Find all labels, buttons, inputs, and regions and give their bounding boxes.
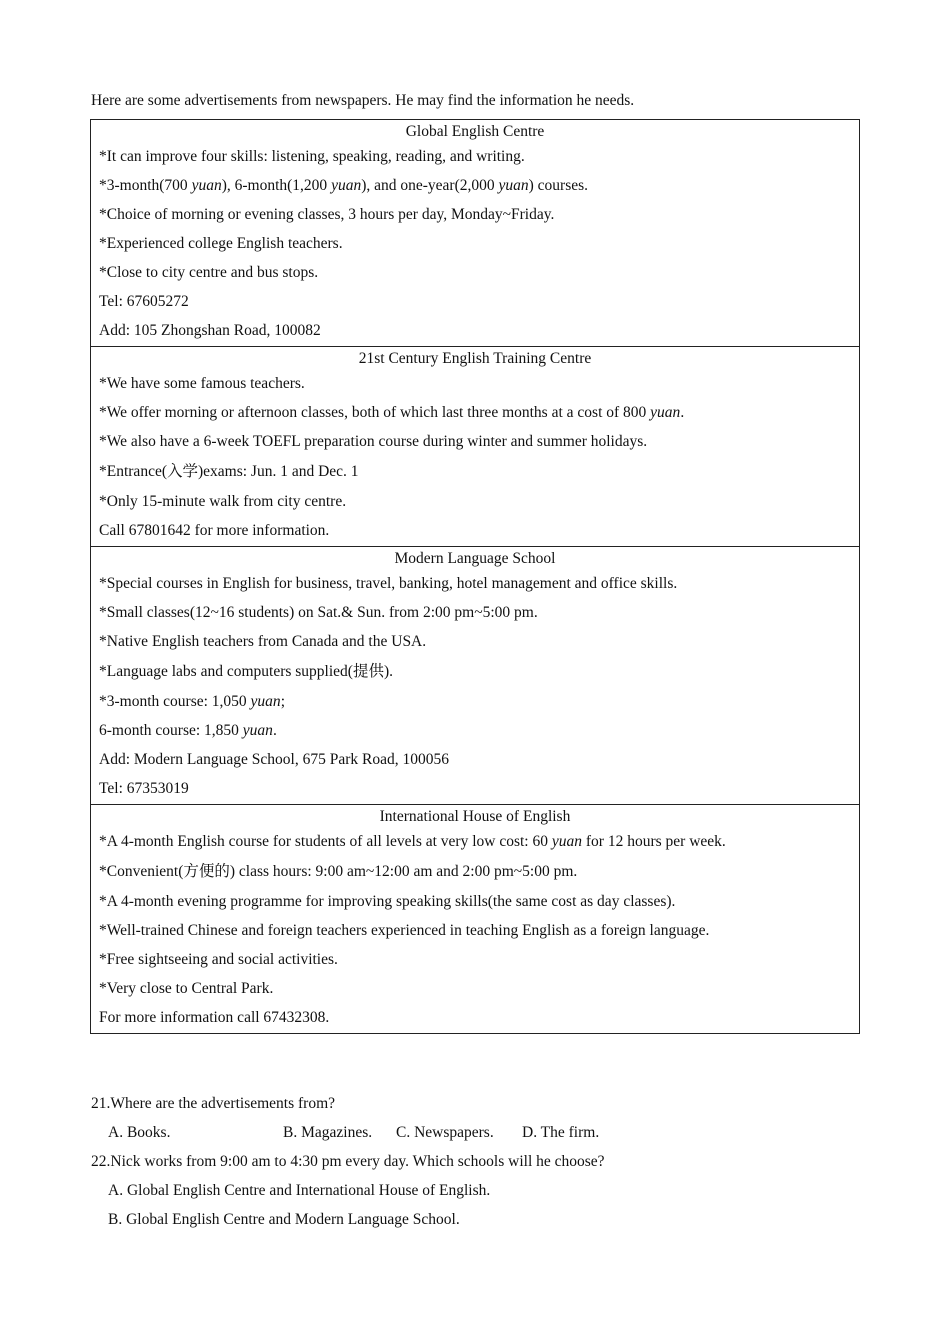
question-number: 22. <box>91 1153 111 1170</box>
ad-line: *We also have a 6-week TOEFL preparation course during winter and summer holidays. <box>99 433 648 450</box>
questions-section <box>91 1092 605 1237</box>
question-21 <box>91 1092 605 1121</box>
ad-line: *Only 15-minute walk from city centre. <box>99 493 347 510</box>
ad-line: *Choice of morning or evening classes, 3 hours per day, Monday~Friday. <box>99 206 555 223</box>
ad-line: *We offer morning or afternoon classes, both of which last three months at a cost of 800 yuan. <box>99 404 685 421</box>
question-21-options <box>91 1121 605 1150</box>
question-22 <box>91 1150 605 1179</box>
ad-line: *3-month(700 yuan), 6-month(1,200 yuan), and one-year(2,000 yuan) courses. <box>99 177 589 194</box>
ad-modern-language-school <box>91 547 860 805</box>
ad-line: *Free sightseeing and social activities. <box>99 951 338 968</box>
advertisements-table <box>90 119 860 1034</box>
option-c[interactable]: C. Newspapers. <box>396 1124 494 1141</box>
ad-title: International House of English <box>379 808 571 825</box>
ad-title: 21st Century English Training Centre <box>358 350 592 367</box>
ad-line: Add: 105 Zhongshan Road, 100082 <box>99 322 321 339</box>
ad-line: 6-month course: 1,850 yuan. <box>99 722 277 739</box>
ad-line: *Small classes(12~16 students) on Sat.& Sun. from 2:00 pm~5:00 pm. <box>99 604 538 621</box>
ad-line: *3-month course: 1,050 yuan; <box>99 693 285 710</box>
ad-line: *Very close to Central Park. <box>99 980 274 997</box>
ad-line: *A 4-month evening programme for improving speaking skills(the same cost as day classes). <box>99 893 676 910</box>
ad-line: *Special courses in English for business, travel, banking, hotel management and office skills. <box>99 575 678 592</box>
ad-line: *We have some famous teachers. <box>99 375 305 392</box>
ad-title: Modern Language School <box>394 550 556 567</box>
option-d[interactable]: D. The firm. <box>522 1124 600 1141</box>
ad-line: Tel: 67605272 <box>99 293 189 310</box>
ad-international-house-of-english <box>91 805 860 1034</box>
option-b[interactable]: B. Global English Centre and Modern Language School. <box>108 1211 460 1228</box>
ad-title: Global English Centre <box>405 123 545 140</box>
question-text: Nick works from 9:00 am to 4:30 pm every day. Which schools will he choose? <box>110 1153 605 1170</box>
ad-line: *Convenient(方便的) class hours: 9:00 am~12:00 am and 2:00 pm~5:00 pm. <box>99 863 578 880</box>
option-b[interactable]: B. Magazines. <box>283 1124 373 1141</box>
ad-line: For more information call 67432308. <box>99 1009 330 1026</box>
ad-global-english-centre <box>91 120 860 347</box>
ad-line: *Native English teachers from Canada and the USA. <box>99 633 427 650</box>
ad-line: *It can improve four skills: listening, speaking, reading, and writing. <box>99 148 525 165</box>
ad-line: *Language labs and computers supplied(提供). <box>99 663 393 680</box>
option-a[interactable]: A. Books. <box>108 1124 171 1141</box>
ad-line: *Experienced college English teachers. <box>99 235 343 252</box>
ad-21st-century-english-training-centre <box>91 347 860 547</box>
ad-line: Call 67801642 for more information. <box>99 522 330 539</box>
intro-text: Here are some advertisements from newspapers. He may find the information he needs. <box>91 92 635 109</box>
ad-line: Add: Modern Language School, 675 Park Road, 100056 <box>99 751 449 768</box>
ad-line: *Entrance(入学)exams: Jun. 1 and Dec. 1 <box>99 463 359 480</box>
ad-line: Tel: 67353019 <box>99 780 189 797</box>
ad-line: *Close to city centre and bus stops. <box>99 264 319 281</box>
question-text: Where are the advertisements from? <box>110 1095 336 1112</box>
question-number: 21. <box>91 1095 111 1112</box>
ad-line: *A 4-month English course for students of all levels at very low cost: 60 yuan for 12 hours per week. <box>99 833 726 850</box>
ad-line: *Well-trained Chinese and foreign teachers experienced in teaching English as a foreign language. <box>99 922 710 939</box>
option-a[interactable]: A. Global English Centre and International House of English. <box>108 1182 491 1199</box>
